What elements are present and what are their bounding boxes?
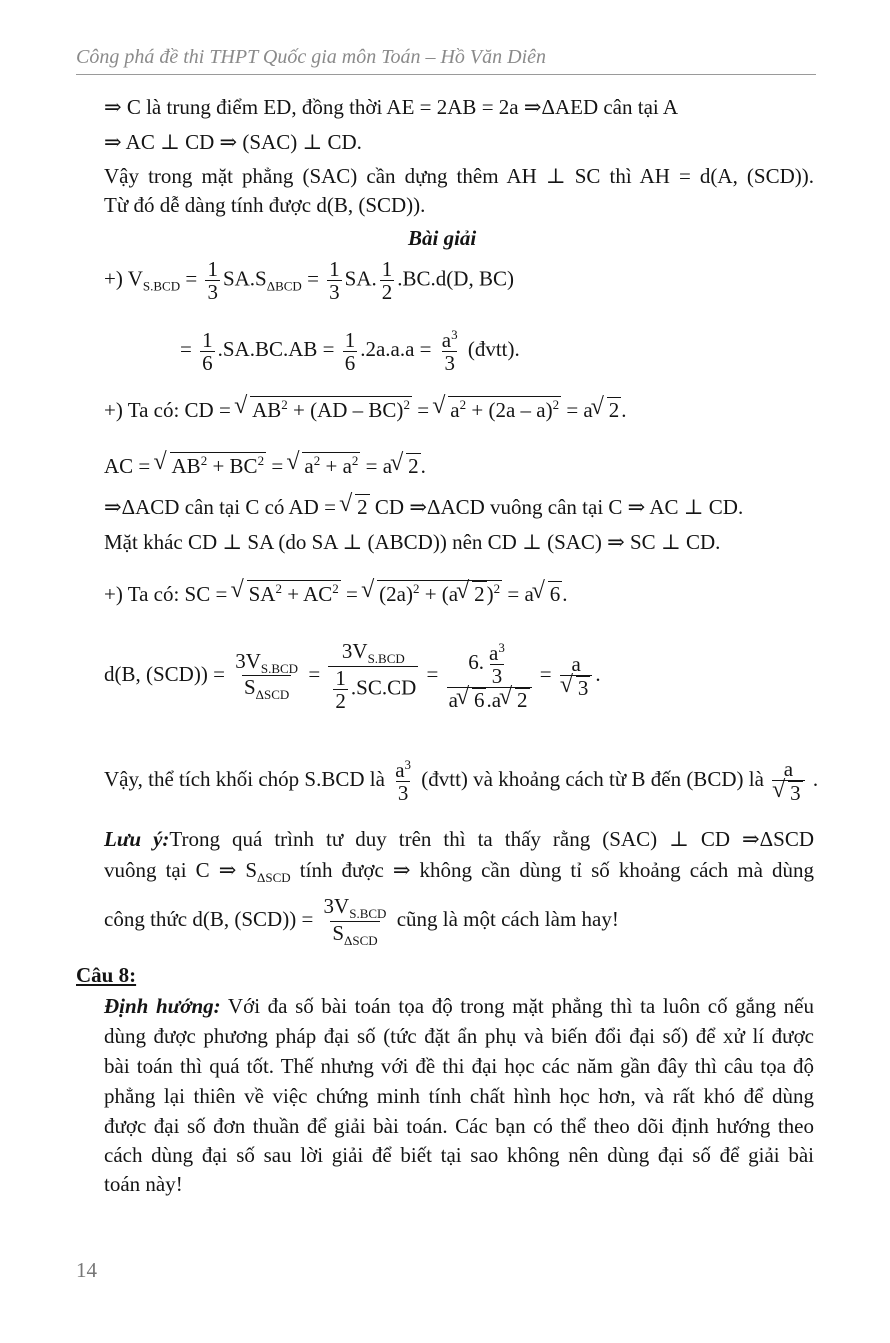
acd-isosceles-line: ⇒ΔACD cân tại C có AD = √ 2 CD ⇒ΔACD vuông cân tại C ⇒ AC ⊥ CD. [104, 494, 743, 520]
sqrt: √ 6 [534, 581, 563, 607]
fraction: a √ 3 [772, 758, 805, 804]
fraction: $\frac{1}{2}$ [335, 665, 346, 713]
header-divider [76, 74, 816, 75]
orientation-label: Định hướng: [104, 994, 221, 1018]
fraction: $\frac{1}{3}$ [207, 257, 218, 305]
sqrt: √ 2 [392, 453, 421, 479]
fraction: a √ 3 [560, 653, 593, 699]
conclusion-line: Vậy, thể tích khối chóp S.BCD là $\frac{a^3}{3}$ (đvtt) và khoảng cách từ B đến (BCD) là a √ 3 . [104, 758, 818, 804]
formula-sc: +) Ta có: SC = √ $SA^2 + AC^2$ = √ $(2a)^2 + (a√$ 2)$^2$ = a√ 6. [104, 580, 568, 607]
orientation-line-6: cách dùng đại số sau lời giải để biết tại sao không nên dùng đại số để giải bài [104, 1143, 814, 1167]
orientation-line-5: được đại số đơn thuần để giải bài toán. Các bạn có thể theo dõi định hướng theo [104, 1114, 814, 1138]
note-line-3: công thức d(B, (SCD)) = $\frac{3V_{S.BCD}}{S_{\Delta SCD}}$ cũng là một cách làm hay! [104, 894, 619, 949]
sqrt: √ $(2a)^2 + (a√$ 2)$^2$ [363, 580, 502, 607]
orientation-line-1: Định hướng: Với đa số bài toán tọa độ trong mặt phẳng thì ta luôn cố gắng nếu [104, 994, 814, 1018]
formula-volume-result: = $\frac{1}{6}$ .SA.BC.AB = $\frac{1}{6}$ .2a.a.a = $\frac{a^3}{3}$ (đvtt). [180, 327, 520, 376]
cd-perpendicular-line: Mặt khác CD ⊥ SA (do SA ⊥ (ABCD)) nên CD ⊥ (SAC) ⇒ SC ⊥ CD. [104, 530, 721, 554]
sqrt: √ 3 [774, 781, 803, 804]
sqrt: √ 2 [593, 397, 622, 423]
fraction: $\frac{a^3}{3}$ [395, 757, 412, 806]
note-line-1: Lưu ý:Trong quá trình tư duy trên thì ta thấy rằng (SAC) ⊥ CD ⇒ΔSCD [104, 827, 815, 851]
fraction: 6. $\frac{a^3}{3}$ a√ 6.a√ 2 [447, 641, 532, 711]
intro-line-1: ⇒ C là trung điểm ED, đồng thời AE = 2AB = 2a ⇒ΔAED cân tại A [104, 95, 679, 119]
intro-line-2: ⇒ AC ⊥ CD ⇒ (SAC) ⊥ CD. [104, 130, 362, 154]
fraction: $3V_{S.BCD}$ $\frac{1}{2}$ .SC.CD [328, 640, 418, 712]
orientation-line-3: bài toán thì quá tốt. Thế nhưng với đề thi đại học các năm gần đây thì câu tọa độ [104, 1054, 814, 1078]
note-label: Lưu ý: [104, 827, 170, 851]
fraction: $\frac{1}{6}$ [344, 327, 356, 375]
orientation-line-7: toán này! [104, 1172, 183, 1196]
sqrt: √ $AB^2 + (AD - BC)^2$ [236, 396, 412, 423]
fraction: $\frac{3V_{S.BCD}}{S_{\Delta SCD}}$ [235, 648, 299, 703]
sqrt: √ 2 [341, 494, 370, 520]
orientation-line-2: dùng được phương pháp đại số (tức đặt ẩn phụ và biến đổi đại số) để xử lí được [104, 1024, 814, 1048]
sqrt: √ 3 [562, 676, 591, 699]
orientation-line-4: phẳng lại thiên về việc chứng minh tính chất hình học hơn, và rất khó để dùng [104, 1084, 814, 1108]
running-header: Công phá đề thi THPT Quốc gia môn Toán – Hồ Văn Diên [76, 46, 547, 68]
fraction: $\frac{a^3}{3}$ [441, 327, 458, 376]
fraction: $\frac{1}{2}$ [381, 257, 393, 305]
fraction: $\frac{1}{6}$ [202, 327, 213, 375]
solution-title: Bài giải [408, 226, 477, 250]
fraction: $\frac{1}{3}$ [329, 257, 340, 305]
intro-line-4: Từ đó dễ dàng tính được d(B, (SCD)). [104, 193, 426, 217]
sqrt: √ $a^2 + a^2$ [288, 452, 360, 479]
formula-ac: AC = √ $AB^2 + BC^2$ = √ $a^2 + a^2 = a√$ 2. [104, 452, 426, 479]
sqrt: √ 2 [501, 688, 530, 711]
sqrt: √ $SA^2 + AC^2$ [233, 580, 341, 607]
intro-line-3: Vậy trong mặt phẳng (SAC) cần dựng thêm AH ⊥ SC thì AH = d(A, (SCD)). [104, 164, 814, 188]
note-line-2: vuông tại C ⇒ $S_{\Delta SCD}$ tính được ⇒ không cần dùng tỉ số khoảng cách mà dùng [104, 858, 814, 886]
formula-volume: +) $V_{S.BCD}$ = $\frac{1}{3}$ $SA.S_{\Delta BCD}$ = $\frac{1}{3}$ SA. $\frac{1}{2}$ .BC.d(D, BC) [104, 257, 514, 305]
question-label: Câu 8: [76, 963, 137, 987]
formula-distance: d(B, (SCD)) = $\frac{3V_{S.BCD}}{S_{\Delta SCD}}$ = $3V_{S.BCD}$ $\frac{1}{2}$ .SC.CD = 6. $\frac{a^3}{3}$ a√ 6.a√ 2 = a √ 3 . [104, 640, 601, 712]
formula-cd: +) Ta có: CD = √ $AB^2 + (AD - BC)^2$ = √ $a^2 + (2a - a)^2 = a√$ 2. [104, 396, 627, 423]
sqrt: √ 6 [458, 688, 487, 711]
sqrt: √ $a^2 + (2a - a)^2$ [434, 396, 561, 423]
sqrt: √ $AB^2 + BC^2$ [156, 452, 267, 479]
sqrt: √ 2 [458, 581, 487, 607]
fraction: $\frac{3V_{S.BCD}}{S_{\Delta SCD}}$ [323, 894, 387, 949]
page-number: 14 [76, 1258, 97, 1282]
fraction: $\frac{a^3}{3}$ [489, 639, 505, 688]
